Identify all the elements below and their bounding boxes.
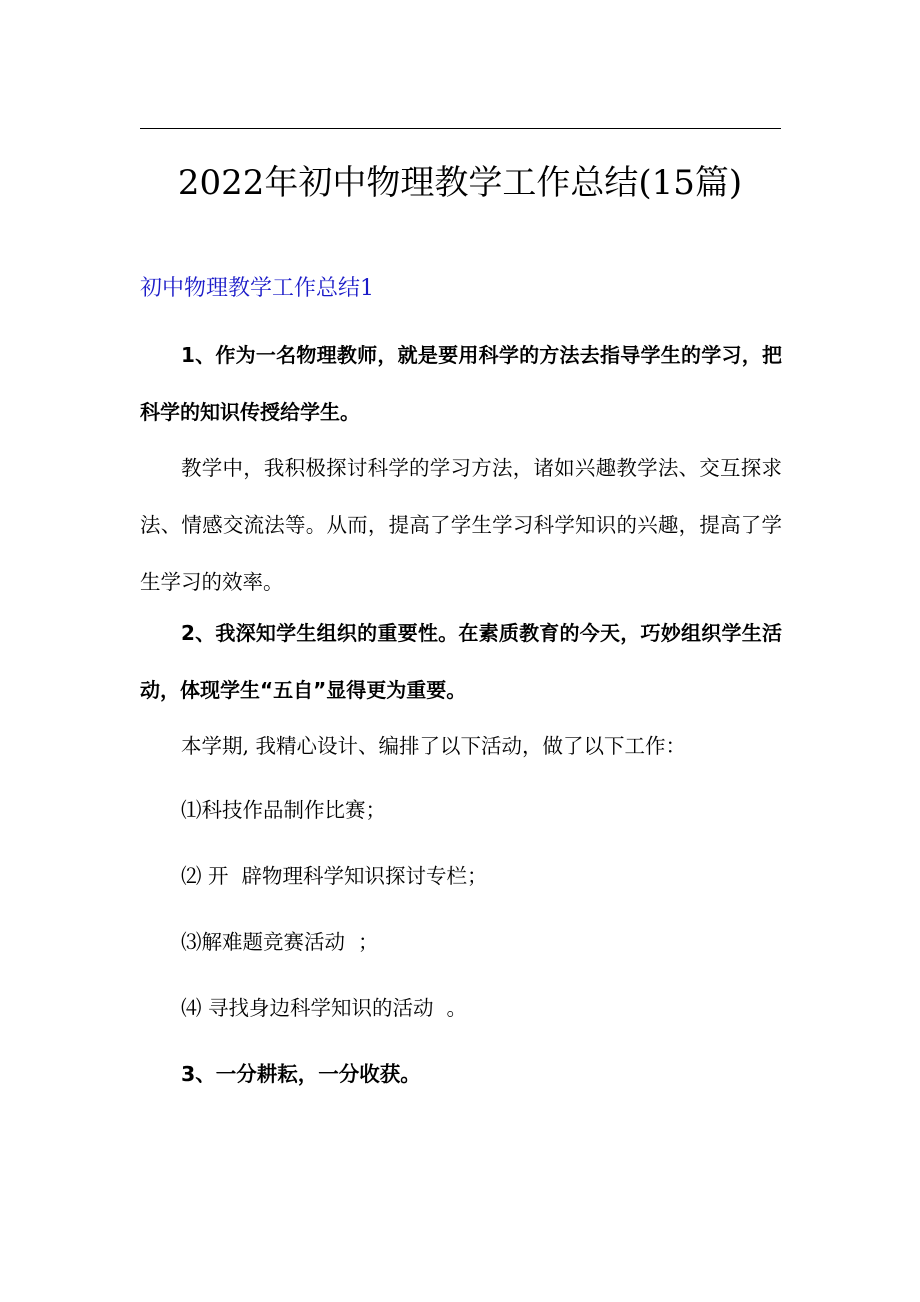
- header-rule: [140, 128, 781, 129]
- list-item-3: ⑶解难题竞赛活动 ；: [181, 930, 379, 954]
- paragraph-1: 教学中，我积极探讨科学的学习方法，诸如兴趣教学法、交互探求法、情感交流法等。从而，提高了学生学习科学知识的兴趣，提高了学生学习的效率。: [140, 456, 782, 594]
- paragraph-2: 本学期, 我精心设计、编排了以下活动，做了以下工作：: [181, 734, 687, 758]
- point-3: 3、一分耕耘，一分收获。: [181, 1062, 421, 1086]
- list-item-2: ⑵ 开 辟物理科学知识探讨专栏；: [181, 864, 488, 888]
- document-title: 2022年初中物理教学工作总结(15篇): [177, 163, 743, 203]
- list-item-4: ⑷ 寻找身边科学知识的活动 。: [181, 996, 468, 1020]
- section-heading: 初中物理教学工作总结1: [140, 276, 374, 301]
- list-item-1: ⑴科技作品制作比赛；: [181, 798, 386, 822]
- point-1: 1、作为一名物理教师，就是要用科学的方法去指导学生的学习，把科学的知识传授给学生。: [140, 343, 782, 424]
- point-2: 2、我深知学生组织的重要性。在素质教育的今天，巧妙组织学生活动，体现学生“五自”显得更为重要。: [140, 621, 782, 702]
